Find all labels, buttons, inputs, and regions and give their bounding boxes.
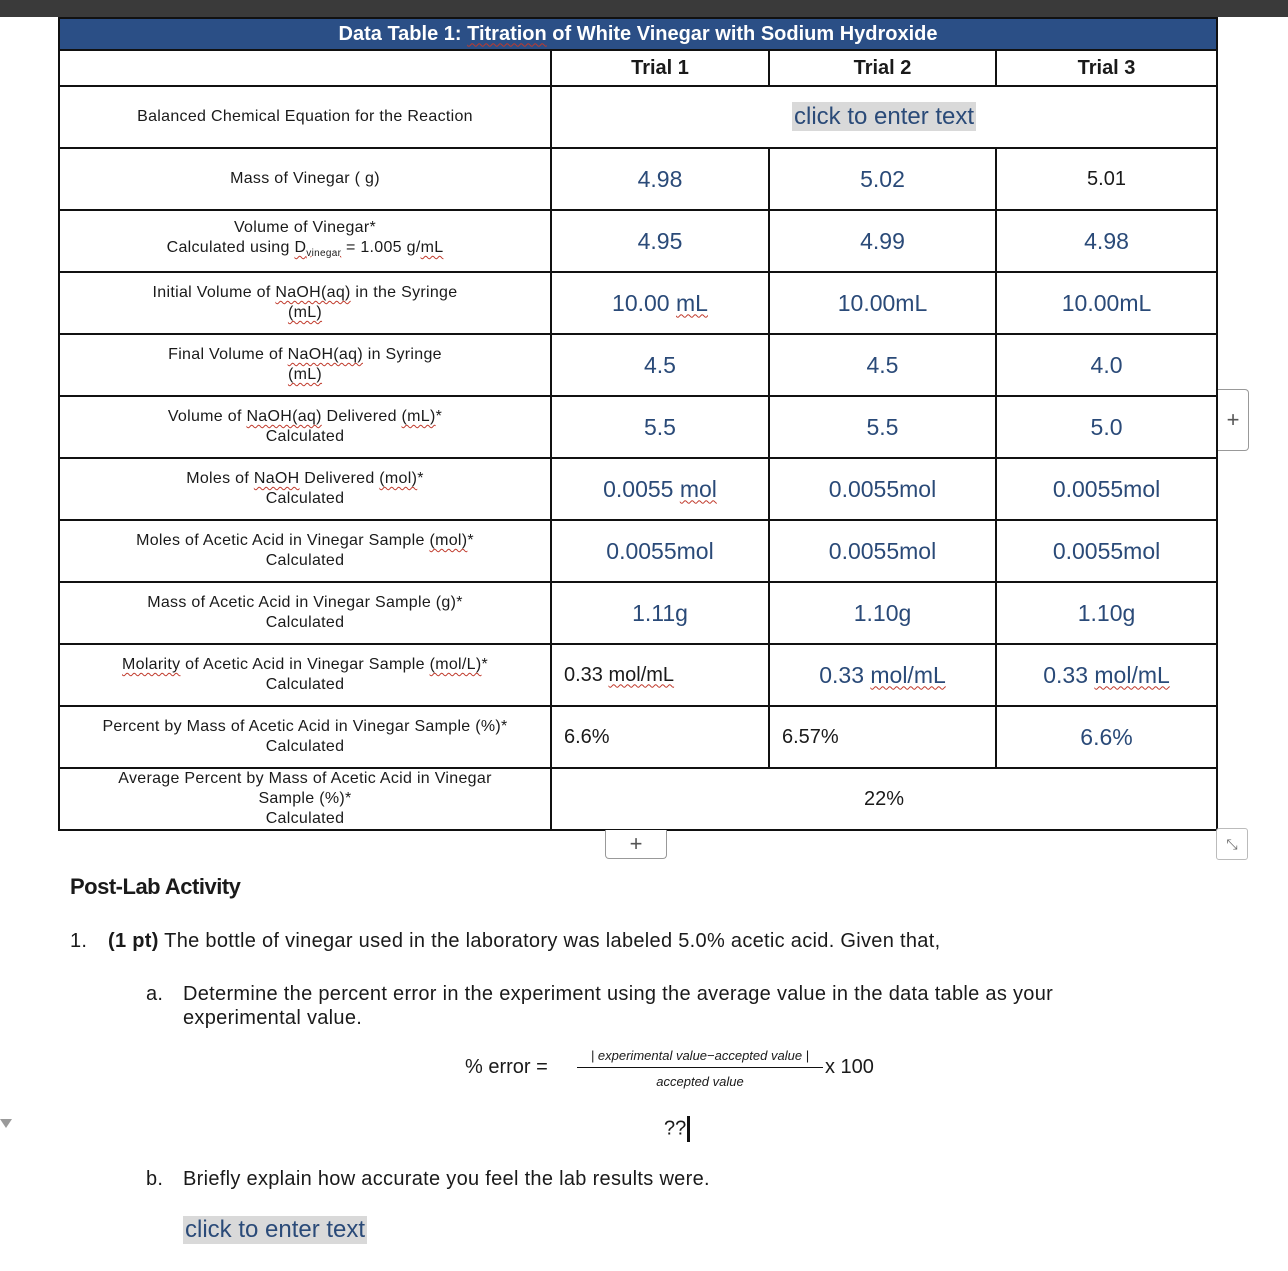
cell-moles-acetic-t1[interactable]: 0.0055mol	[551, 520, 769, 582]
cell-mass-vinegar-t3[interactable]: 5.01	[996, 148, 1217, 210]
cell-molarity-t1[interactable]: 0.33 mol/mL	[551, 644, 769, 706]
answer-1b-click-to-enter[interactable]: click to enter text	[185, 1216, 366, 1243]
cell-average-percent[interactable]: 22%	[551, 768, 1217, 830]
cell-mass-vinegar-t2[interactable]: 5.02	[769, 148, 996, 210]
cell-final-volume-t1[interactable]: 4.5	[551, 334, 769, 396]
equation-cell[interactable]	[551, 86, 1217, 148]
row-label-delivered-volume: Volume of NaOH(aq) Delivered (mL)* Calculated	[59, 396, 551, 458]
header-trial-2: Trial 2	[769, 50, 996, 86]
cell-percent-mass-t3[interactable]: 6.6%	[996, 706, 1217, 768]
cell-final-volume-t2[interactable]: 4.5	[769, 334, 996, 396]
row-label-moles-acetic: Moles of Acetic Acid in Vinegar Sample (mol)* Calculated	[59, 520, 551, 582]
table-row	[59, 706, 1217, 768]
equation-click-to-enter[interactable]: click to enter text	[793, 103, 975, 130]
question-1a: a. Determine the percent error in the experiment using the average value in the data table as your experimental value.	[146, 983, 1054, 1029]
cell-volume-vinegar-t2[interactable]: 4.99	[769, 210, 996, 272]
cell-initial-volume-t2[interactable]: 10.00mL	[769, 272, 996, 334]
text-cursor	[687, 1116, 690, 1142]
table-row	[59, 768, 1217, 830]
table-row	[59, 458, 1217, 520]
postlab-title: Post-Lab Activity	[70, 874, 241, 899]
cell-moles-acetic-t2[interactable]: 0.0055mol	[769, 520, 996, 582]
table-row	[59, 86, 1217, 148]
cell-mass-acetic-t2[interactable]: 1.10g	[769, 582, 996, 644]
cell-delivered-volume-t1[interactable]: 5.5	[551, 396, 769, 458]
cell-percent-mass-t2[interactable]: 6.57%	[769, 706, 996, 768]
table-row	[59, 272, 1217, 334]
row-label-equation: Balanced Chemical Equation for the Reaction	[59, 86, 551, 148]
header-trial-3: Trial 3	[996, 50, 1217, 86]
cell-percent-mass-t1[interactable]: 6.6%	[551, 706, 769, 768]
add-row-button[interactable]: +	[605, 830, 667, 859]
cell-molarity-t2[interactable]: 0.33 mol/mL	[769, 644, 996, 706]
cell-initial-volume-t3[interactable]: 10.00mL	[996, 272, 1217, 334]
cell-initial-volume-t1[interactable]: 10.00 mL	[551, 272, 769, 334]
row-label-average-percent: Average Percent by Mass of Acetic Acid in Vinegar Sample (%)* Calculated	[59, 768, 551, 830]
table-row	[59, 644, 1217, 706]
table-row	[59, 334, 1217, 396]
table-row	[59, 582, 1217, 644]
resize-handle-icon[interactable]: ⤡	[1216, 828, 1248, 860]
row-label-mass-vinegar: Mass of Vinegar ( g)	[59, 148, 551, 210]
row-label-final-volume: Final Volume of NaOH(aq) in Syringe (mL)	[59, 334, 551, 396]
collapse-arrow-icon[interactable]	[0, 1119, 12, 1128]
cell-mass-acetic-t3[interactable]: 1.10g	[996, 582, 1217, 644]
cell-volume-vinegar-t1[interactable]: 4.95	[551, 210, 769, 272]
top-toolbar-strip	[0, 0, 1288, 17]
cell-mass-acetic-t1[interactable]: 1.11g	[551, 582, 769, 644]
cell-final-volume-t3[interactable]: 4.0	[996, 334, 1217, 396]
cell-delivered-volume-t3[interactable]: 5.0	[996, 396, 1217, 458]
cell-moles-naoh-t2[interactable]: 0.0055mol	[769, 458, 996, 520]
row-label-volume-vinegar: Volume of Vinegar* Calculated using $D_{vinegar} = 1.005$ g/mL	[59, 210, 551, 272]
row-label-initial-volume: Initial Volume of NaOH(aq) in the Syringe (mL)	[59, 272, 551, 334]
table-row	[59, 210, 1217, 272]
table-row	[59, 520, 1217, 582]
row-label-percent-mass: Percent by Mass of Acetic Acid in Vinegar Sample (%)* Calculated	[59, 706, 551, 768]
table-title: Data Table 1: Titration of White Vinegar with Sodium Hydroxide	[59, 18, 1217, 50]
cell-volume-vinegar-t3[interactable]: 4.98	[996, 210, 1217, 272]
row-label-moles-naoh: Moles of NaOH Delivered (mol)* Calculated	[59, 458, 551, 520]
question-1b: b. Briefly explain how accurate you feel the lab results were.	[146, 1168, 710, 1190]
table-row	[59, 396, 1217, 458]
cell-molarity-t3[interactable]: 0.33 mol/mL	[996, 644, 1217, 706]
table-row	[59, 148, 1217, 210]
cell-moles-acetic-t3[interactable]: 0.0055mol	[996, 520, 1217, 582]
row-label-mass-acetic: Mass of Acetic Acid in Vinegar Sample (g)* Calculated	[59, 582, 551, 644]
cell-mass-vinegar-t1[interactable]: 4.98	[551, 148, 769, 210]
question-1: 1. (1 pt) The bottle of vinegar used in the laboratory was labeled 5.0% acetic acid. Given that,	[70, 930, 941, 952]
cell-moles-naoh-t3[interactable]: 0.0055mol	[996, 458, 1217, 520]
cell-delivered-volume-t2[interactable]: 5.5	[769, 396, 996, 458]
header-trial-1: Trial 1	[551, 50, 769, 86]
row-label-molarity: Molarity of Acetic Acid in Vinegar Sample (mol/L)* Calculated	[59, 644, 551, 706]
formula-fraction: | experimental value−accepted value | accepted value	[577, 1048, 823, 1089]
add-column-button[interactable]: +	[1218, 389, 1249, 451]
header-empty	[59, 50, 551, 86]
cell-moles-naoh-t1[interactable]: 0.0055 mol	[551, 458, 769, 520]
answer-1a-field[interactable]: ??	[664, 1116, 690, 1142]
data-table	[58, 17, 1218, 831]
